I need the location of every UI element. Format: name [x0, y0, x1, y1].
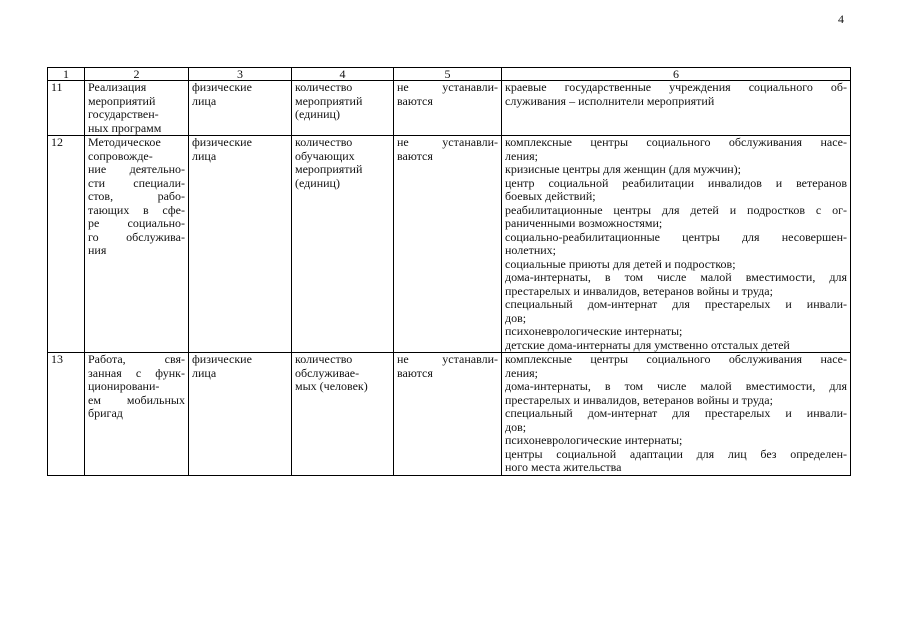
cell-text-line: служивания – исполнители мероприятий — [505, 93, 715, 108]
cell-text-line: кризисные центры для женщин (для мужчин); — [505, 162, 741, 176]
cell-text-line: лица — [192, 148, 217, 163]
cell-text-line: раниченными возможностями; — [505, 216, 663, 230]
cell-text-line: ваются — [397, 365, 433, 380]
cell-text-line: ем мобильных — [88, 392, 185, 407]
cell-text-line: комплексные центры социального обслуживания насе- — [505, 135, 847, 149]
cell-col6 — [502, 136, 851, 353]
cell-text-line: реабилитационные центры для детей и подростков с ог- — [505, 202, 847, 217]
cell-text-line: социально-реабилитационные центры для несовершен- — [505, 229, 847, 244]
cell-text-line: ре социально- — [88, 216, 185, 230]
header-cell-3: 3 — [189, 68, 292, 81]
row-number-cell: 11 — [48, 81, 85, 136]
cell-text-line: ние деятельно- — [88, 162, 185, 176]
cell-text-line: комплексные центры социального обслуживания насе- — [505, 352, 847, 366]
cell-text-line: (единиц) — [295, 107, 340, 121]
cell-text-line: престарелых и инвалидов, ветеранов войны и труда; — [505, 392, 773, 407]
cell-text-line: мероприятий — [88, 93, 156, 108]
table-row — [48, 353, 851, 476]
cell-text-line: ваются — [397, 93, 433, 108]
cell-text-line: Методическое — [88, 135, 161, 149]
cell-col5 — [394, 81, 502, 136]
cell-text-line: обслуживае- — [295, 365, 360, 380]
cell-col3 — [189, 81, 292, 136]
cell-text-line: сти специали- — [88, 175, 185, 190]
cell-col3 — [189, 136, 292, 353]
cell-text-line: ных программ — [88, 120, 162, 135]
header-cell-2: 2 — [85, 68, 189, 81]
cell-text-line: престарелых и инвалидов, ветеранов войны и труда; — [505, 283, 773, 298]
cell-text-line: не устанавли- — [397, 80, 498, 94]
cell-text-line: центры социальной адаптации для лиц без определен- — [505, 446, 847, 461]
table-row — [48, 136, 851, 353]
cell-text-line: ления; — [505, 365, 539, 380]
cell-text-line: ционировани- — [88, 379, 160, 393]
table-row — [48, 81, 851, 136]
cell-col4 — [292, 136, 394, 353]
cell-text-line: количество — [295, 352, 353, 366]
cell-text-line: детские дома-интернаты для умственно отсталых детей — [505, 337, 790, 352]
cell-text-line: бригад — [88, 406, 123, 420]
cell-col5 — [394, 136, 502, 353]
cell-text-line: дов; — [505, 310, 527, 325]
cell-col2 — [85, 136, 189, 353]
header-cell-4: 4 — [292, 68, 394, 81]
cell-text-line: количество — [295, 80, 353, 94]
header-cell-5: 5 — [394, 68, 502, 81]
cell-text-line: ления; — [505, 148, 539, 163]
cell-text-line: дома-интернаты, в том числе малой вместимости, для — [505, 270, 847, 284]
services-table — [47, 67, 851, 476]
cell-text-line: (единиц) — [295, 175, 340, 190]
row-number-cell: 12 — [48, 136, 85, 353]
cell-text-line: количество — [295, 135, 353, 149]
cell-text-line: лица — [192, 93, 217, 108]
cell-text-line: обучающих — [295, 148, 355, 163]
cell-text-line: Реализация — [88, 80, 147, 94]
cell-col2 — [85, 81, 189, 136]
cell-text-line: социальные приюты для детей и подростков; — [505, 256, 736, 271]
cell-text-line: мых (человек) — [295, 379, 368, 393]
cell-text-line: ваются — [397, 148, 433, 163]
cell-text-line: физические — [192, 135, 252, 149]
cell-col3 — [189, 353, 292, 476]
cell-col6 — [502, 81, 851, 136]
row-number-cell: 13 — [48, 353, 85, 476]
cell-text-line: дома-интернаты, в том числе малой вместимости, для — [505, 379, 847, 393]
cell-text-line: мероприятий — [295, 93, 363, 108]
cell-text-line: го обслужива- — [88, 229, 185, 244]
cell-text-line: краевые государственные учреждения социального об- — [505, 80, 847, 94]
table-header-row — [48, 68, 851, 81]
cell-text-line: сопровожде- — [88, 148, 153, 163]
cell-col5 — [394, 353, 502, 476]
cell-text-line: занная с функ- — [88, 365, 185, 380]
cell-text-line: лица — [192, 365, 217, 380]
cell-text-line: психоневрологические интернаты; — [505, 433, 683, 447]
cell-text-line: центр социальной реабилитации инвалидов и ветеранов — [505, 175, 847, 190]
page-number: 4 — [838, 12, 844, 26]
cell-text-line: нолетних; — [505, 243, 556, 257]
cell-text-line: государствен- — [88, 107, 159, 121]
cell-text-line: дов; — [505, 419, 527, 434]
cell-text-line: специальный дом-интернат для престарелых и инвали- — [505, 406, 847, 420]
cell-text-line: не устанавли- — [397, 135, 498, 149]
cell-col4 — [292, 353, 394, 476]
header-cell-1: 1 — [48, 68, 85, 81]
cell-text-line: ния — [88, 243, 107, 257]
cell-text-line: не устанавли- — [397, 352, 498, 366]
cell-text-line: физические — [192, 352, 252, 366]
cell-text-line: физические — [192, 80, 252, 94]
cell-text-line: боевых действий; — [505, 189, 596, 203]
cell-col2 — [85, 353, 189, 476]
cell-col4 — [292, 81, 394, 136]
cell-text-line: мероприятий — [295, 162, 363, 176]
cell-col6 — [502, 353, 851, 476]
cell-text-line: стов, рабо- — [88, 189, 185, 203]
cell-text-line: ного места жительства — [505, 460, 622, 474]
cell-text-line: Работа, свя- — [88, 352, 185, 366]
cell-text-line: психоневрологические интернаты; — [505, 324, 683, 338]
cell-text-line: специальный дом-интернат для престарелых и инвали- — [505, 297, 847, 311]
header-cell-6: 6 — [502, 68, 851, 81]
cell-text-line: тающих в сфе- — [88, 202, 185, 217]
